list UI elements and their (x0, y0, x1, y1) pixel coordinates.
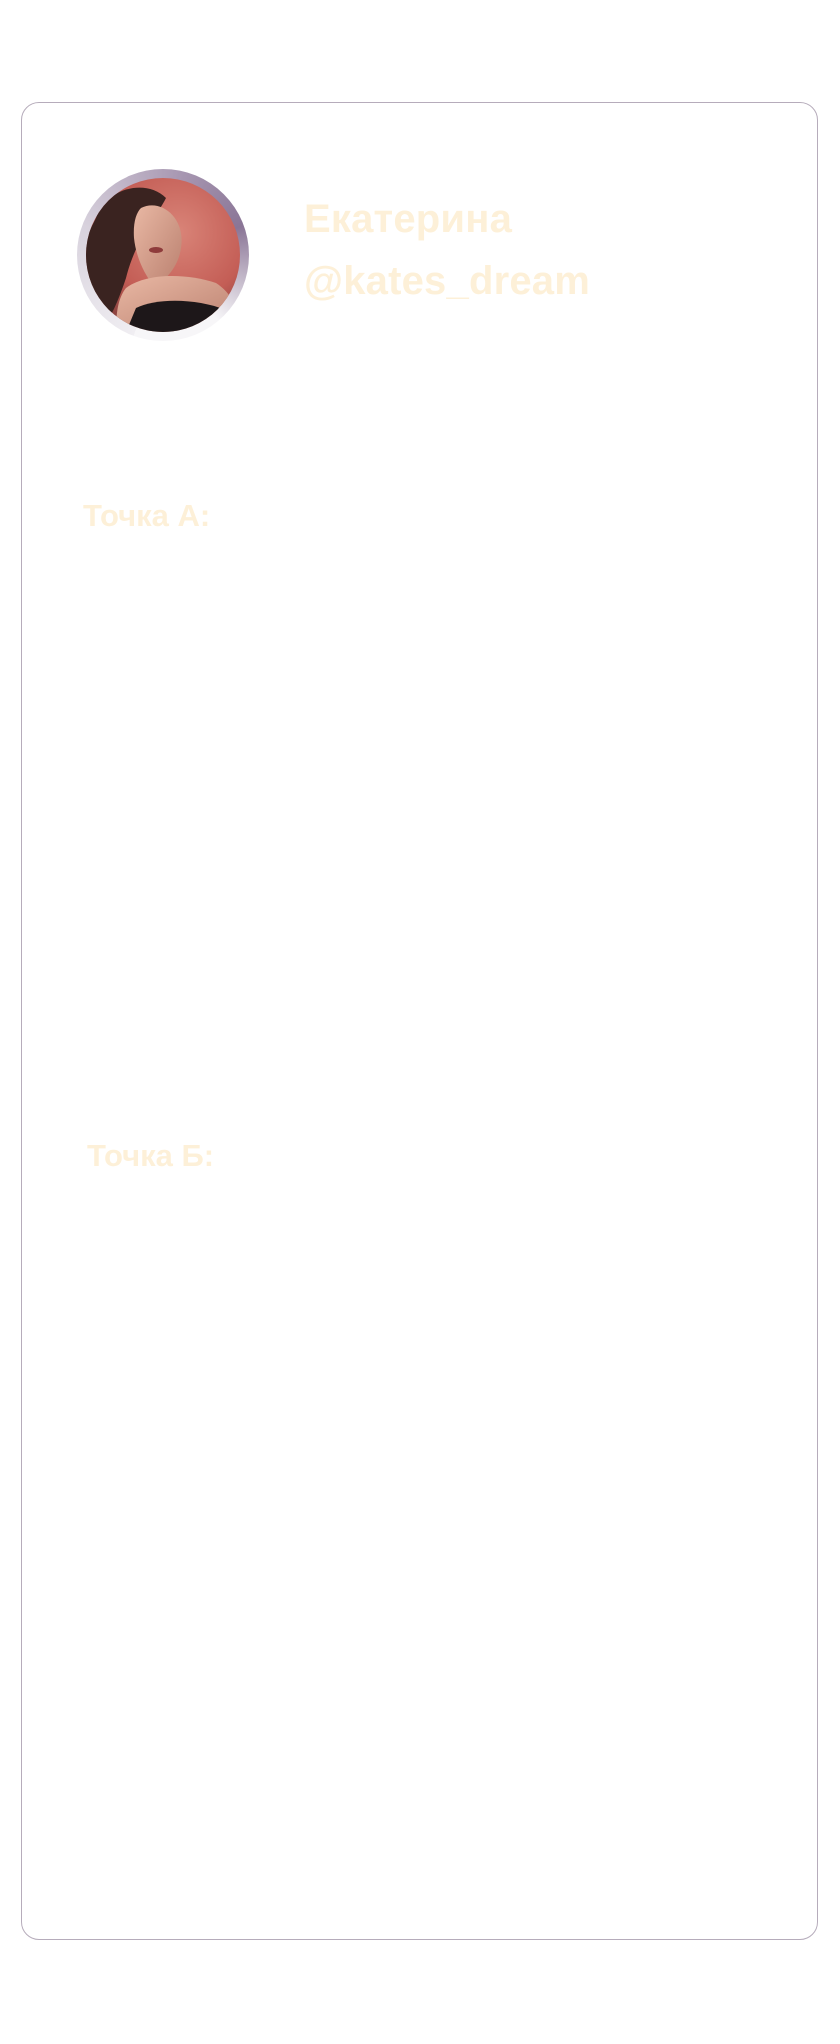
profile-handle[interactable]: @kates_dream (304, 259, 591, 303)
avatar-photo (86, 178, 240, 332)
profile-name: Екатерина (304, 197, 513, 241)
avatar-ring (77, 169, 249, 341)
point-a-label: Точка А: (83, 498, 211, 533)
point-b-label: Точка Б: (87, 1138, 215, 1173)
avatar[interactable] (86, 178, 240, 332)
profile-card (21, 102, 818, 1940)
